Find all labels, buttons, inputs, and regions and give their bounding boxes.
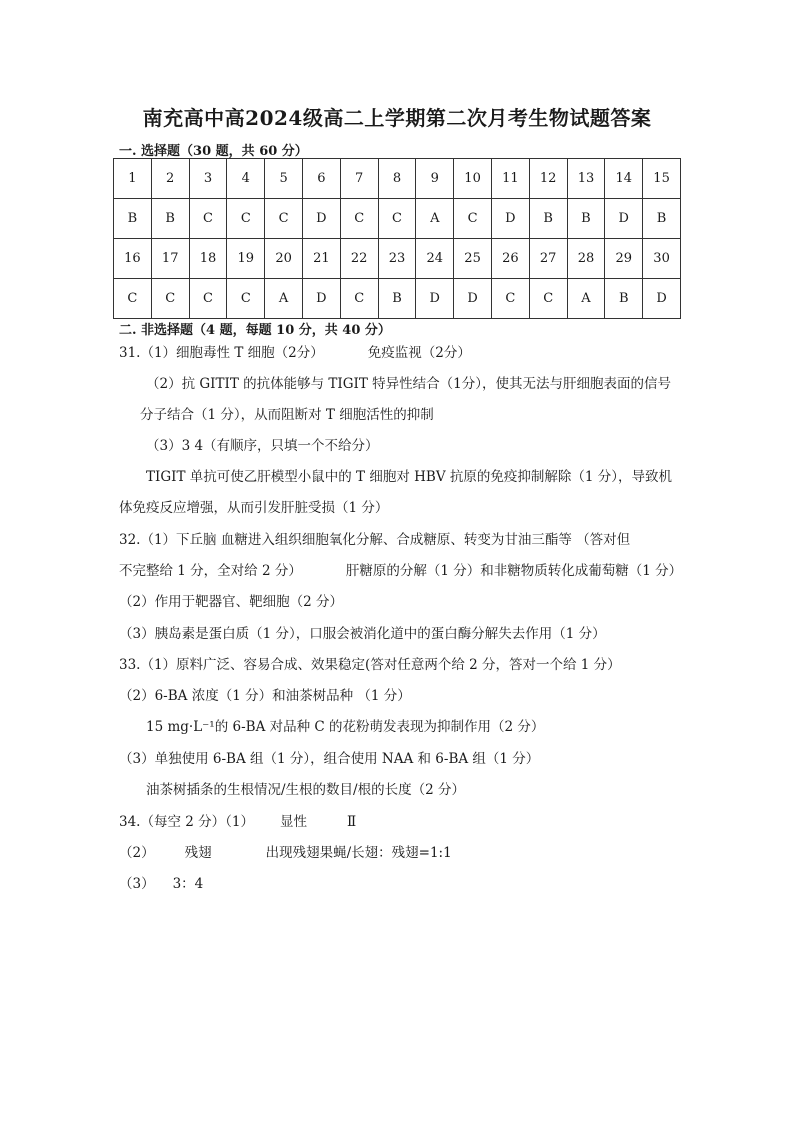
answer-cell: B — [643, 199, 681, 239]
q32-line-2-b: 肝糖原的分解（1 分）和非糖物质转化成葡萄糖（1 分） — [345, 563, 683, 579]
question-number-cell: 28 — [567, 239, 605, 279]
answer-cell: C — [378, 199, 416, 239]
q32-line-4: （3）胰岛素是蛋白质（1 分），口服会被消化道中的蛋白酶分解失去作用（1 分） — [119, 626, 606, 642]
q34-line-3 — [119, 874, 203, 894]
answer-cell: B — [114, 199, 152, 239]
question-number-cell: 17 — [151, 239, 189, 279]
answer-cell: B — [529, 199, 567, 239]
q31-line-2: （2）抗 GITIT 的抗体能够与 TIGIT 特异性结合（1分），使其无法与肝细胞表面的信号 — [146, 376, 672, 392]
q34-part3-answer: 3：4 — [172, 876, 204, 892]
answer-cell: B — [567, 199, 605, 239]
answer-cell: C — [340, 279, 378, 319]
question-number-cell: 7 — [340, 159, 378, 199]
question-number-cell: 24 — [416, 239, 454, 279]
answer-cell: B — [378, 279, 416, 319]
question-number-cell: 3 — [189, 159, 227, 199]
q34-line-2 — [119, 843, 452, 863]
question-number-cell: 16 — [114, 239, 152, 279]
question-number-cell: 11 — [491, 159, 529, 199]
answer-cell: A — [567, 279, 605, 319]
answer-cell: D — [302, 279, 340, 319]
q34-part1-answer-b: Ⅱ — [346, 814, 357, 830]
q31-line-3: 分子结合（1 分），从而阻断对 T 细胞活性的抑制 — [140, 407, 434, 423]
answer-cell: C — [189, 199, 227, 239]
page-title: 南充高中高2024级高二上学期第二次月考生物试题答案 — [142, 106, 652, 130]
answer-cell: B — [605, 279, 643, 319]
answer-table-answer-row — [114, 199, 681, 239]
question-number-cell: 15 — [643, 159, 681, 199]
answer-cell: C — [529, 279, 567, 319]
q32-line-1: 32.（1）下丘脑 血糖进入组织细胞氧化分解、合成糖原、转变为甘油三酯等 （答对但 — [119, 532, 631, 548]
question-number-cell: 9 — [416, 159, 454, 199]
question-number-cell: 19 — [227, 239, 265, 279]
answer-cell: C — [189, 279, 227, 319]
q34-part2-answer-b: 出现残翅果蝇/长翅：残翅=1:1 — [265, 845, 452, 861]
answer-cell: C — [227, 199, 265, 239]
answer-cell: C — [265, 199, 303, 239]
answer-cell: D — [302, 199, 340, 239]
question-number-cell: 12 — [529, 159, 567, 199]
answer-cell: D — [454, 279, 492, 319]
answer-cell: D — [643, 279, 681, 319]
question-number-cell: 6 — [302, 159, 340, 199]
answer-table — [113, 158, 681, 319]
answer-cell: C — [114, 279, 152, 319]
question-number-cell: 21 — [302, 239, 340, 279]
question-number-cell: 10 — [454, 159, 492, 199]
question-number-cell: 13 — [567, 159, 605, 199]
q33-line-5: 油茶树插条的生根情况/生根的数目/根的长度（2 分） — [146, 782, 465, 798]
q32-line-2 — [119, 561, 682, 581]
answer-cell: D — [605, 199, 643, 239]
answer-cell: A — [265, 279, 303, 319]
q34-part2-answer-a: 残翅 — [184, 845, 212, 861]
answer-cell: C — [340, 199, 378, 239]
question-number-cell: 2 — [151, 159, 189, 199]
question-number-cell: 20 — [265, 239, 303, 279]
answer-table-answer-row — [114, 279, 681, 319]
q34-line-1 — [119, 812, 356, 832]
answer-cell: C — [491, 279, 529, 319]
q31-line-1 — [119, 343, 471, 363]
answer-cell: A — [416, 199, 454, 239]
q34-part2-label: （2） — [119, 845, 155, 861]
section-heading-free-response: 二. 非选择题（4 题，每题 10 分，共 40 分） — [119, 323, 391, 338]
answer-cell: C — [227, 279, 265, 319]
question-number-cell: 22 — [340, 239, 378, 279]
answer-cell: B — [151, 199, 189, 239]
question-number-cell: 18 — [189, 239, 227, 279]
q31-line-6: 体免疫反应增强，从而引发肝脏受损（1 分） — [119, 500, 389, 516]
question-number-cell: 25 — [454, 239, 492, 279]
question-number-cell: 1 — [114, 159, 152, 199]
q31-line-5: TIGIT 单抗可使乙肝模型小鼠中的 T 细胞对 HBV 抗原的免疫抑制解除（1 分），导致机 — [146, 469, 672, 485]
q33-line-4: （3）单独使用 6-BA 组（1 分），组合使用 NAA 和 6-BA 组（1 分） — [119, 751, 540, 767]
q32-line-3: （2）作用于靶器官、靶细胞（2 分） — [119, 594, 343, 610]
question-number-cell: 8 — [378, 159, 416, 199]
q34-part3-label: （3） — [119, 876, 155, 892]
answer-table-number-row — [114, 239, 681, 279]
q34-part1-answer-a: 显性 — [279, 814, 307, 830]
answer-cell: C — [151, 279, 189, 319]
question-number-cell: 4 — [227, 159, 265, 199]
question-number-cell: 30 — [643, 239, 681, 279]
section-heading-multiple-choice: 一. 选择题（30 题，共 60 分） — [119, 144, 308, 159]
question-number-cell: 14 — [605, 159, 643, 199]
q31-part1-answer-a: 31.（1）细胞毒性 T 细胞（2分） — [119, 345, 324, 361]
q34-part1-label: 34.（每空 2 分）（1） — [119, 814, 254, 830]
question-number-cell: 23 — [378, 239, 416, 279]
answer-cell: C — [454, 199, 492, 239]
q33-line-2: （2）6-BA 浓度（1 分）和油茶树品种 （1 分） — [119, 688, 411, 704]
answer-table-number-row — [114, 159, 681, 199]
answer-cell: D — [491, 199, 529, 239]
question-number-cell: 5 — [265, 159, 303, 199]
question-number-cell: 27 — [529, 239, 567, 279]
q33-line-3: 15 mg·L⁻¹的 6-BA 对品种 C 的花粉萌发表现为抑制作用（2 分） — [146, 719, 545, 735]
q31-part1-answer-b: 免疫监视（2分） — [367, 345, 471, 361]
q33-line-1: 33.（1）原料广泛、容易合成、效果稳定(答对任意两个给 2 分，答对一个给 1 分） — [119, 657, 621, 673]
q31-line-4: （3）3 4（有顺序，只填一个不给分） — [146, 438, 379, 454]
q32-line-2-a: 不完整给 1 分，全对给 2 分） — [119, 563, 302, 579]
answer-cell: D — [416, 279, 454, 319]
question-number-cell: 26 — [491, 239, 529, 279]
question-number-cell: 29 — [605, 239, 643, 279]
